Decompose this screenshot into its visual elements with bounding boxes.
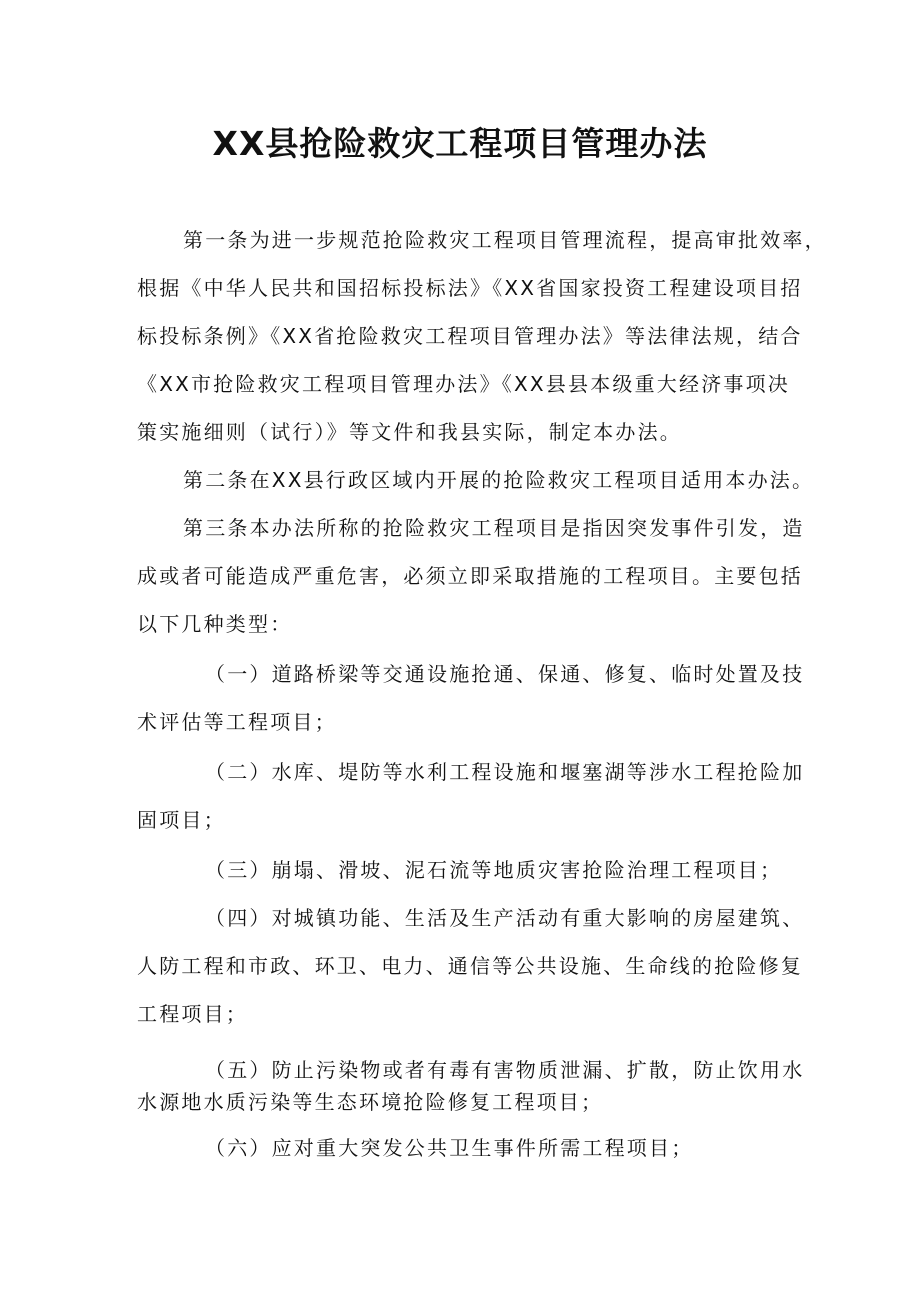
article-3-line-2: 成或者可能造成严重危害，必须立即采取措施的工程项目。主要包括 [137, 564, 803, 588]
article-1-line-3: 标投标条例》《XX省抢险救灾工程项目管理办法》等法律法规，结合 [137, 324, 803, 348]
item-2-line-1: （二）水库、堤防等水利工程设施和堰塞湖等涉水工程抢险加 [205, 760, 805, 784]
document-title: XX县抢险救灾工程项目管理办法 [212, 124, 708, 163]
article-1-line-2: 根据《中华人民共和国招标投标法》《XX省国家投资工程建设项目招 [137, 276, 803, 300]
article-1-line-4: 《XX市抢险救灾工程项目管理办法》《XX县县本级重大经济事项决 [137, 372, 791, 396]
article-3-line-3: 以下几种类型： [137, 612, 293, 636]
article-2-line-1: 第二条在XX县行政区域内开展的抢险救灾工程项目适用本办法。 [183, 468, 815, 492]
item-1-line-2: 术评估等工程项目； [137, 710, 337, 734]
item-1-line-1: （一）道路桥梁等交通设施抢通、保通、修复、临时处置及技 [205, 662, 805, 686]
item-4-line-3: 工程项目； [137, 1002, 248, 1026]
article-1-line-1: 第一条为进一步规范抢险救灾工程项目管理流程，提高审批效率， [183, 228, 827, 252]
item-5-line-1: （五）防止污染物或者有毒有害物质泄漏、扩散，防止饮用水 [205, 1058, 805, 1082]
item-5-line-2: 水源地水质污染等生态环境抢险修复工程项目； [137, 1090, 604, 1114]
article-3-line-1: 第三条本办法所称的抢险救灾工程项目是指因突发事件引发，造 [183, 516, 805, 540]
item-2-line-2: 固项目； [137, 808, 226, 832]
item-4-line-1: （四）对城镇功能、生活及生产活动有重大影响的房屋建筑、 [205, 906, 805, 930]
item-4-line-2: 人防工程和市政、环卫、电力、通信等公共设施、生命线的抢险修复 [137, 954, 803, 978]
article-1-line-5: 策实施细则（试行）》等文件和我县实际，制定本办法。 [137, 420, 682, 444]
item-6-line-1: （六）应对重大突发公共卫生事件所需工程项目； [205, 1136, 694, 1160]
item-3-line-1: （三）崩塌、滑坡、泥石流等地质灾害抢险治理工程项目； [205, 858, 783, 882]
